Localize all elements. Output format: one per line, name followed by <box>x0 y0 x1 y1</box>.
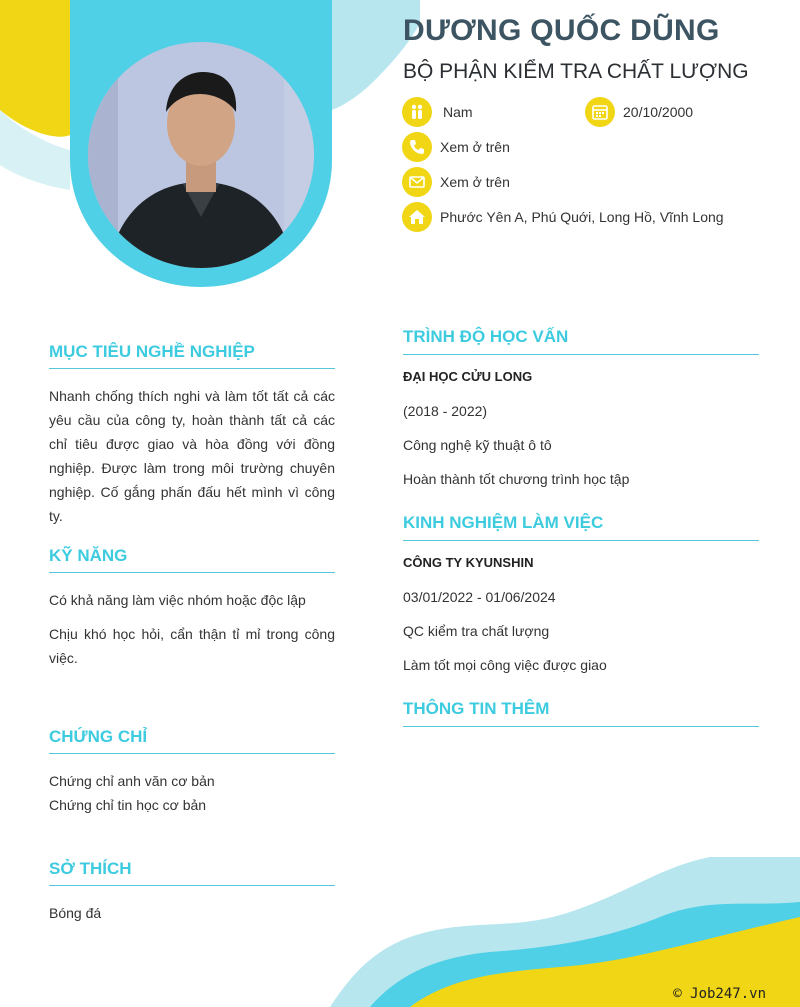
objective-title: MỤC TIÊU NGHỀ NGHIỆP <box>49 342 255 361</box>
certificate-item: Chứng chỉ tin học cơ bản <box>49 797 207 813</box>
email-row <box>402 167 510 197</box>
experience-title: KINH NGHIỆM LÀM VIỆC <box>403 513 604 532</box>
experience-period: 03/01/2022 - 01/06/2024 <box>403 589 556 605</box>
experience-divider <box>403 540 759 541</box>
home-icon <box>402 202 432 232</box>
email-value: Xem ở trên <box>440 174 510 190</box>
envelope-icon <box>402 167 432 197</box>
phone-row <box>402 132 510 162</box>
profile-photo <box>88 42 314 268</box>
candidate-name: DƯƠNG QUỐC DŨNG <box>403 14 720 47</box>
address-value: Phước Yên A, Phú Quới, Long Hồ, Vĩnh Long <box>440 209 724 225</box>
education-title: TRÌNH ĐỘ HỌC VẤN <box>403 327 569 346</box>
education-school: ĐẠI HỌC CỬU LONG <box>403 369 533 384</box>
watermark: © Job247.vn <box>673 986 766 1002</box>
hobbies-divider <box>49 885 335 886</box>
job-position: BỘ PHẬN KIỂM TRA CHẤT LƯỢNG <box>403 60 749 83</box>
extra-info-divider <box>403 726 759 727</box>
footer-decoration <box>330 857 800 1007</box>
phone-icon <box>402 132 432 162</box>
birthdate-row <box>585 97 693 127</box>
experience-role: QC kiểm tra chất lượng <box>403 623 550 639</box>
experience-company: CÔNG TY KYUNSHIN <box>403 555 534 570</box>
hobby-item: Bóng đá <box>49 905 102 921</box>
objective-text: Nhanh chống thích nghi và làm tốt tất cả các yêu cầu của công ty, hoàn thành tất cả các chỉ tiêu được giao và hòa đồng với đồng nghiệp. Được làm trong môi trường chuyên nghiệp. Cố gắng phấn đấu hết mình vì công ty. <box>49 388 335 524</box>
birthdate-value: 20/10/2000 <box>623 104 694 120</box>
extra-info-title: THÔNG TIN THÊM <box>403 699 550 718</box>
skills-divider <box>49 572 335 573</box>
calendar-icon <box>585 97 615 127</box>
hobbies-title: SỞ THÍCH <box>49 859 132 878</box>
certificates-title: CHỨNG CHỈ <box>49 727 148 746</box>
skill-item: Có khả năng làm việc nhóm hoặc độc lập <box>49 592 306 608</box>
education-divider <box>403 354 759 355</box>
experience-description: Làm tốt mọi công việc được giao <box>403 657 607 673</box>
address-row <box>402 202 724 232</box>
phone-value: Xem ở trên <box>440 139 510 155</box>
certificate-item: Chứng chỉ anh văn cơ bản <box>49 773 215 789</box>
objective-divider <box>49 368 335 369</box>
gender-value: Nam <box>443 104 473 120</box>
skill-item: Chịu khó học hỏi, cẩn thận tỉ mỉ trong công việc. <box>49 626 335 666</box>
education-description: Hoàn thành tốt chương trình học tập <box>403 471 630 487</box>
gender-row <box>402 97 473 127</box>
education-major: Công nghệ kỹ thuật ô tô <box>403 437 552 453</box>
people-icon <box>402 97 432 127</box>
education-period: (2018 - 2022) <box>403 403 488 419</box>
skills-title: KỸ NĂNG <box>49 546 128 565</box>
certificates-divider <box>49 753 335 754</box>
